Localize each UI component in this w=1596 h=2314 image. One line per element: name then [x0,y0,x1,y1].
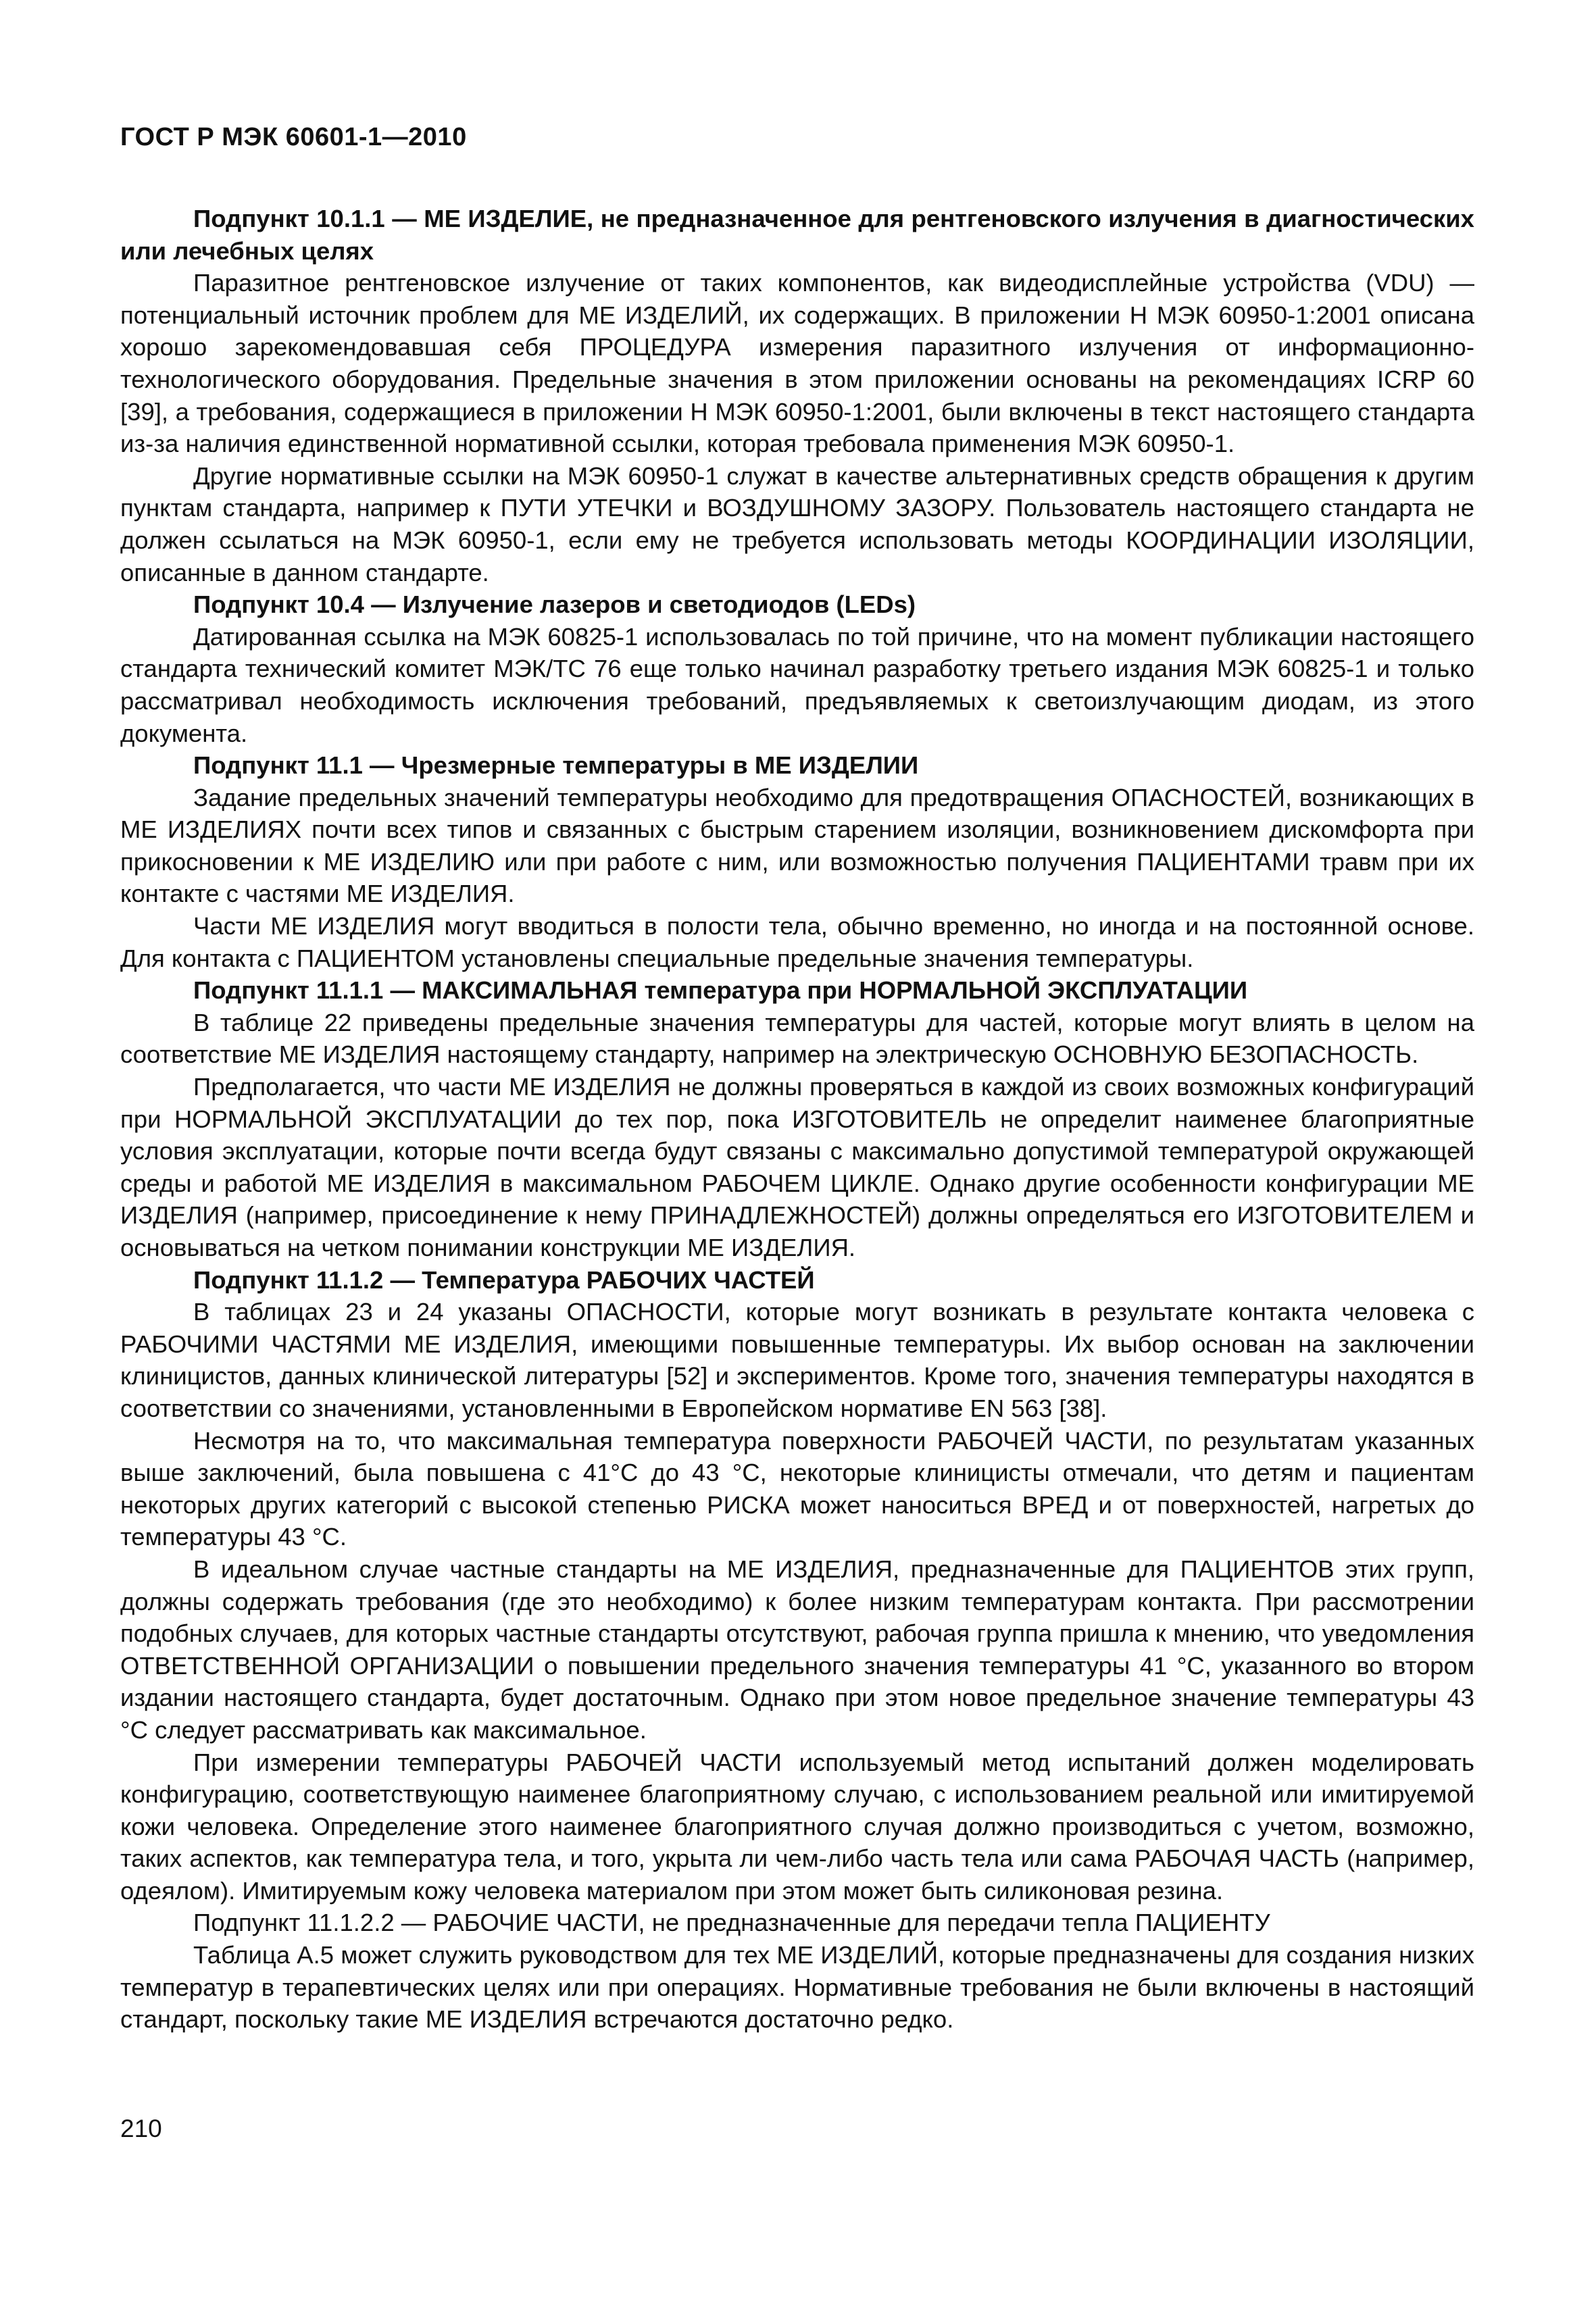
body-paragraph: Другие нормативные ссылки на МЭК 60950-1 служат в качестве альтернативных средств обращения к другим пунктам стандарта, например к ПУТИ УТЕЧКИ и ВОЗДУШНОМУ ЗАЗОРУ. Пользователь настоящего стандарта не должен ссылаться на МЭК 60950-1, если ему не требуется использовать методы КООРДИНАЦИИ ИЗОЛЯЦИИ, описанные в данном стандарте. [120,461,1474,586]
subclause-heading-11-1: Подпункт 11.1 — Чрезмерные температуры в МЕ ИЗДЕЛИИ [193,751,919,780]
document-body [120,203,1474,2036]
body-paragraph: При измерении температуры РАБОЧЕЙ ЧАСТИ используемый метод испытаний должен моделировать конфигурацию, соответствующую наименее благоприятному случаю, с использованием реальной или имитируемой кожи человека. Определение этого наименее благоприятного случая должно производиться с учетом, возможно, таких аспектов, как температура тела, и того, укрыта ли чем-либо часть тела или сама РАБОЧАЯ ЧАСТЬ (например, одеялом). Имитируемым кожу человека материалом при этом может быть силиконовая резина. [120,1748,1474,1905]
body-paragraph: В идеальном случае частные стандарты на МЕ ИЗДЕЛИЯ, предназначенные для ПАЦИЕНТОВ этих групп, должны содержать требования (где это необходимо) к более низким температурам контакта. При рассмотрении подобных случаев, для которых частные стандарты отсутствуют, рабочая группа пришла к мнению, что уведомления ОТВЕТСТВЕННОЙ ОРГАНИЗАЦИИ о повышении предельного значения температуры 41 °С, указанного во втором издании настоящего стандарта, будет достаточным. Однако при этом новое предельное значение температуры 43 °С следует рассматривать как максимальное. [120,1555,1474,1744]
subclause-heading-10-1-1: Подпункт 10.1.1 — МЕ ИЗДЕЛИЕ, не предназначенное для рентгеновского излучения в диагностических или лечебных целях [120,205,1474,265]
body-paragraph: В таблицах 23 и 24 указаны ОПАСНОСТИ, которые могут возникать в результате контакта человека с РАБОЧИМИ ЧАСТЯМИ МЕ ИЗДЕЛИЯ, имеющими повышенные температуры. Их выбор основан на заключении клиницистов, данных клинической литературы [52] и экспериментов. Кроме того, значения температуры находятся в соответствии со значениями, установленными в Европейском нормативе EN 563 [38]. [120,1298,1474,1422]
page-number: 210 [120,2115,162,2142]
body-paragraph: В таблице 22 приведены предельные значения температуры для частей, которые могут влиять в целом на соответствие МЕ ИЗДЕЛИЯ настоящему стандарту, например на электрическую ОСНОВНУЮ БЕЗОПАСНОСТЬ. [120,1008,1474,1069]
body-paragraph: Задание предельных значений температуры необходимо для предотвращения ОПАСНОСТЕЙ, возникающих в МЕ ИЗДЕЛИЯХ почти всех типов и связанных с быстрым старением изоляции, возникновением дискомфорта при прикосновении к МЕ ИЗДЕЛИЮ или при работе с ним, или возможностью получения ПАЦИЕНТАМИ травм при их контакте с частями МЕ ИЗДЕЛИЯ. [120,783,1474,908]
subclause-heading-11-1-2-2: Подпункт 11.1.2.2 — РАБОЧИЕ ЧАСТИ, не предназначенные для передачи тепла ПАЦИЕНТУ [193,1909,1270,1937]
subclause-heading-10-4: Подпункт 10.4 — Излучение лазеров и светодиодов (LEDs) [193,590,916,619]
body-paragraph: Несмотря на то, что максимальная температура поверхности РАБОЧЕЙ ЧАСТИ, по результатам указанных выше заключений, была повышена с 41°С до 43 °С, некоторые клиницисты отмечали, что детям и пациентам некоторых других категорий с высокой степенью РИСКА может наноситься ВРЕД и от поверхностей, нагретых до температуры 43 °С. [120,1426,1474,1551]
body-paragraph: Части МЕ ИЗДЕЛИЯ могут вводиться в полости тела, обычно временно, но иногда и на постоянной основе. Для контакта с ПАЦИЕНТОМ установлены специальные предельные значения температуры. [120,912,1474,972]
body-paragraph: Паразитное рентгеновское излучение от таких компонентов, как видеодисплейные устройства (VDU) — потенциальный источник проблем для МЕ ИЗДЕЛИЙ, их содержащих. В приложении Н МЭК 60950-1:2001 описана хорошо зарекомендовавшая себя ПРОЦЕДУРА измерения паразитного излучения от информационно-технологического оборудования. Предельные значения в этом приложении основаны на рекомендациях ICRP 60 [39], а требования, содержащиеся в приложении Н МЭК 60950-1:2001, были включены в текст настоящего стандарта из-за наличия единственной нормативной ссылки, которая требовала применения МЭК 60950-1. [120,269,1474,458]
subclause-heading-11-1-2: Подпункт 11.1.2 — Температура РАБОЧИХ ЧАСТЕЙ [193,1265,815,1294]
body-paragraph: Таблица А.5 может служить руководством для тех МЕ ИЗДЕЛИЙ, которые предназначены для создания низких температур в терапевтических целях или при операциях. Нормативные требования не были включены в настоящий стандарт, поскольку такие МЕ ИЗДЕЛИЯ встречаются достаточно редко. [120,1941,1474,2034]
body-paragraph: Предполагается, что части МЕ ИЗДЕЛИЯ не должны проверяться в каждой из своих возможных конфигураций при НОРМАЛЬНОЙ ЭКСПЛУАТАЦИИ до тех пор, пока ИЗГОТОВИТЕЛЬ не определит наименее благоприятные условия эксплуатации, которые почти всегда будут связаны с максимально допустимой температурой окружающей среды и работой МЕ ИЗДЕЛИЯ в максимальном РАБОЧЕМ ЦИКЛЕ. Однако другие особенности конфигурации МЕ ИЗДЕЛИЯ (например, присоединение к нему ПРИНАДЛЕЖНОСТЕЙ) должны определяться его ИЗГОТОВИТЕЛЕМ и основываться на четком понимании конструкции МЕ ИЗДЕЛИЯ. [120,1073,1474,1261]
standard-header: ГОСТ Р МЭК 60601-1—2010 [120,123,467,151]
body-paragraph: Датированная ссылка на МЭК 60825-1 использовалась по той причине, что на момент публикации настоящего стандарта технический комитет МЭК/ТС 76 еще только начинал разработку третьего издания МЭК 60825-1 и только рассматривал необходимость исключения требований, предъявляемых к светоизлучающим диодам, из этого документа. [120,622,1474,747]
subclause-heading-11-1-1: Подпункт 11.1.1 — МАКСИМАЛЬНАЯ температура при НОРМАЛЬНОЙ ЭКСПЛУАТАЦИИ [193,976,1248,1005]
